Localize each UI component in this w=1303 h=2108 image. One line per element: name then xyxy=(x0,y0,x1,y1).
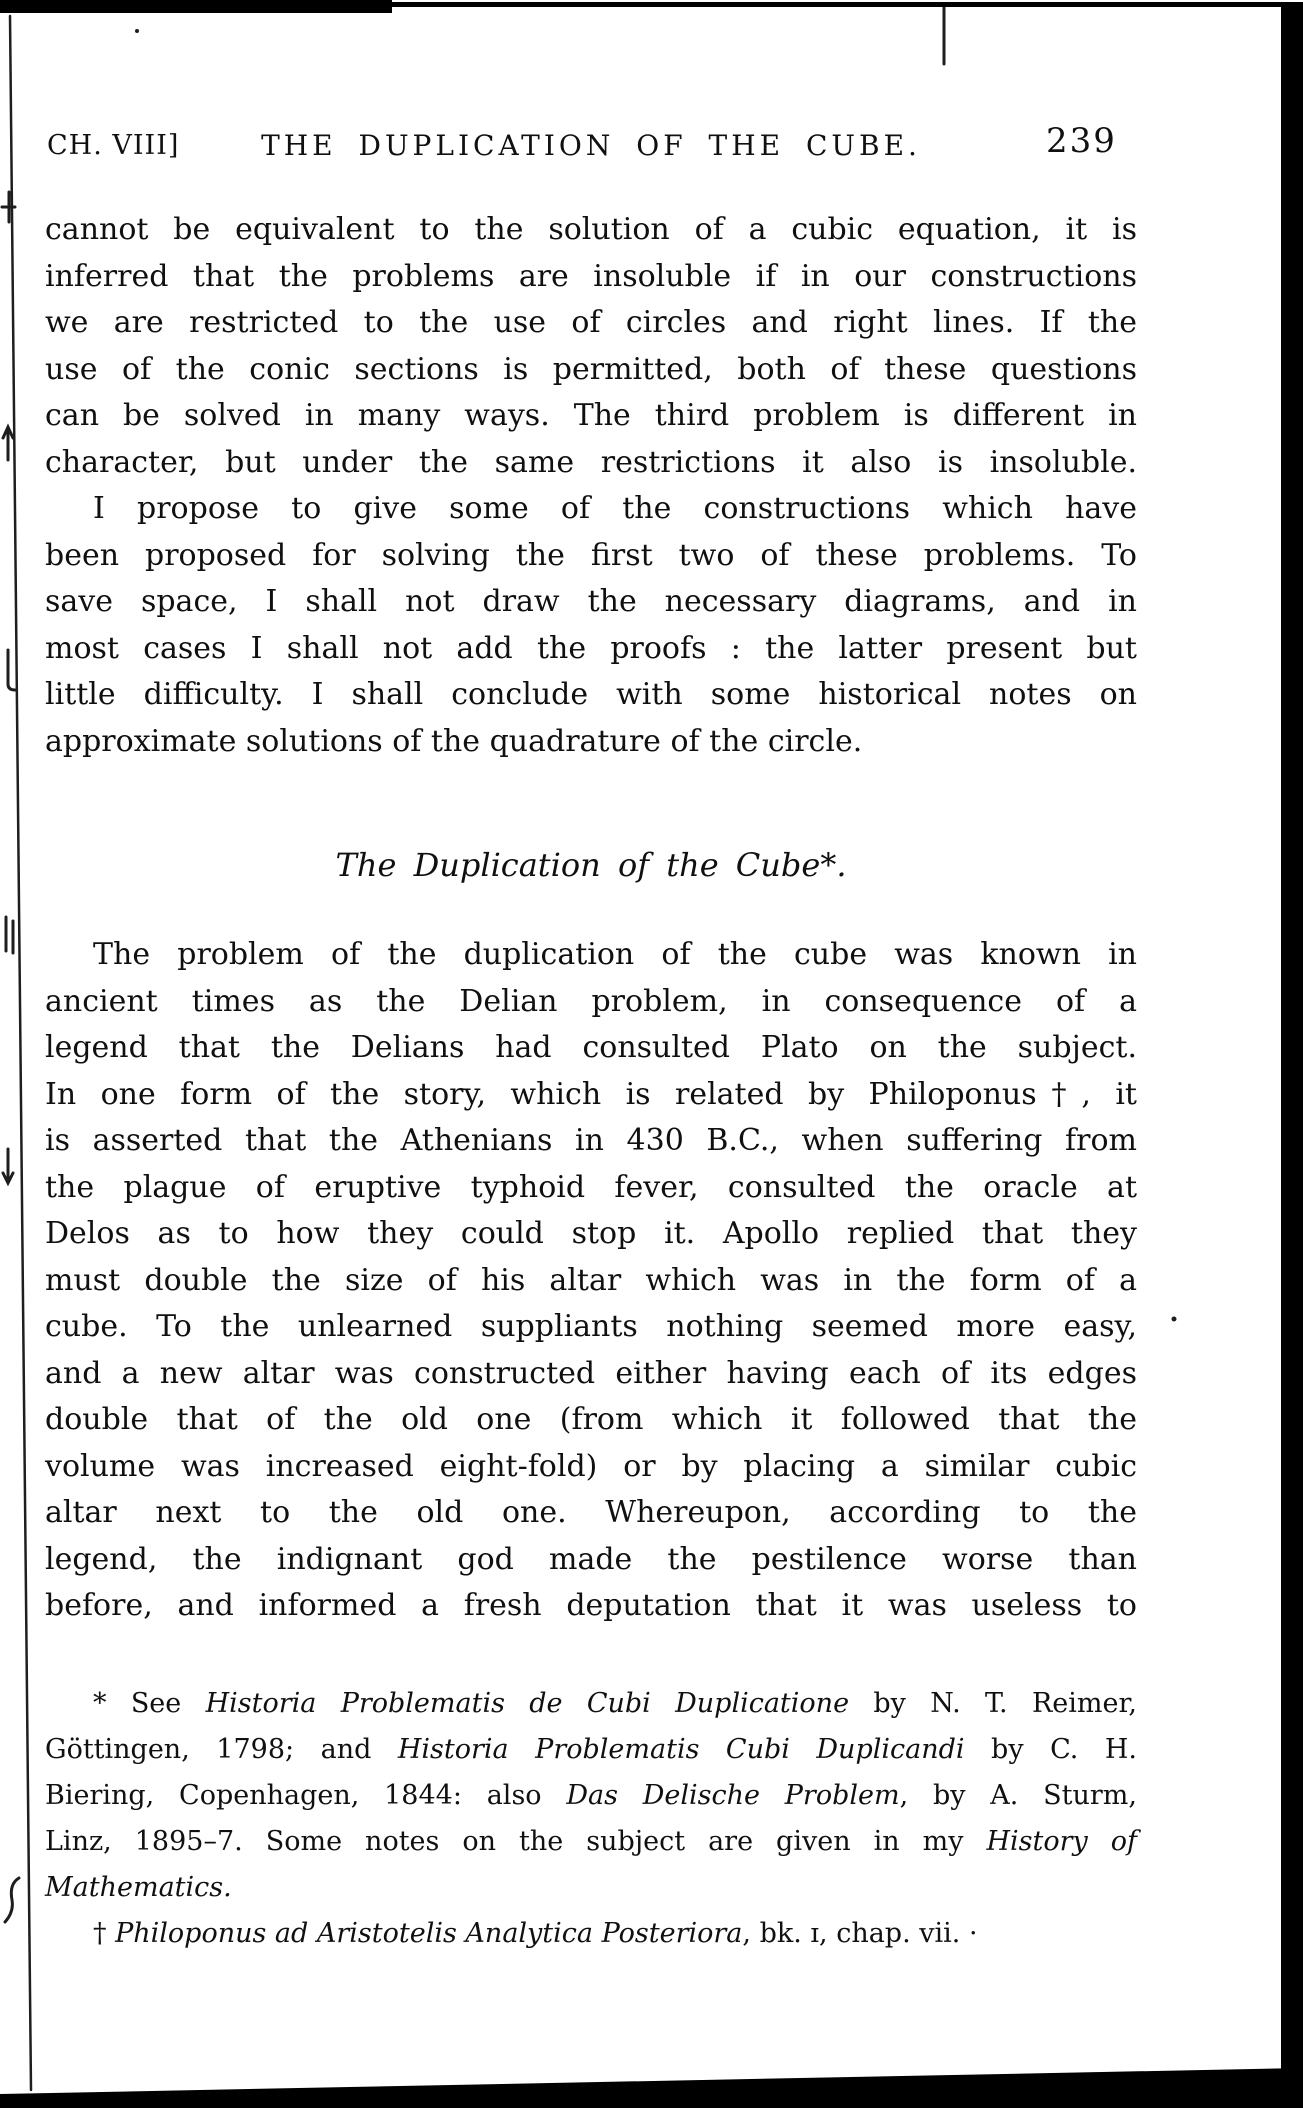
text-line: cube. To the unlearned suppliants nothing seemed more easy, xyxy=(45,1309,1137,1344)
footnote-text-italic: Historia Problematis de Cubi Duplicatione xyxy=(205,1688,850,1719)
footnote-text-italic: Historia Problematis Cubi Duplicandi xyxy=(397,1734,965,1765)
footnotes xyxy=(45,1681,1137,1957)
ink-speck-1 xyxy=(135,29,139,33)
scan-edge-right xyxy=(1281,2,1303,2108)
margin-mark-6 xyxy=(5,1878,19,1922)
margin-mark-2 xyxy=(3,427,13,460)
text-line: approximate solutions of the quadrature of the circle. xyxy=(45,723,863,759)
text-line: legend that the Delians had consulted Plato on the subject. xyxy=(45,1030,1137,1065)
text-line: I propose to give some of the constructions which have xyxy=(93,491,1137,526)
text-line: before, and informed a fresh deputation that it was useless to xyxy=(45,1588,1137,1623)
text-line: most cases I shall not add the proofs : the latter present but xyxy=(45,630,1137,666)
margin-mark-3 xyxy=(8,650,15,690)
margin-mark-5 xyxy=(3,1149,13,1183)
margin-mark-1 xyxy=(2,192,15,222)
footnote-line xyxy=(45,1911,1137,1957)
margin-mark-4 xyxy=(6,917,13,953)
footnote-line xyxy=(45,1865,1137,1911)
text-line: can be solved in many ways. The third problem is different in xyxy=(45,398,1137,433)
page-edge-line xyxy=(10,16,31,2090)
running-title: THE DUPLICATION OF THE CUBE. xyxy=(261,129,921,162)
text-line: The problem of the duplication of the cube was known in xyxy=(93,937,1137,972)
footnote-line xyxy=(45,1819,1137,1865)
text-line: cannot be equivalent to the solution of a cubic equation, it is xyxy=(45,212,1137,247)
paragraph-2 xyxy=(45,486,1137,765)
footnote-text-italic: Mathematics. xyxy=(45,1872,232,1903)
text-line: save space, I shall not draw the necessary diagrams, and in xyxy=(45,584,1137,619)
text-line: and a new altar was constructed either having each of its edges xyxy=(45,1355,1137,1391)
text-line: little difficulty. I shall conclude with some historical notes on xyxy=(45,677,1137,712)
chapter-label: CH. VIII] xyxy=(47,130,180,161)
text-line: double that of the old one (from which it followed that the xyxy=(45,1402,1137,1437)
paragraph-1 xyxy=(45,207,1137,486)
footnote-text: by C. H. xyxy=(964,1734,1137,1765)
text-line: In one form of the story, which is related by Philoponus†, it xyxy=(45,1076,1137,1112)
footnote-text: Linz, 1895–7. Some notes on the subject are given in my xyxy=(45,1826,987,1857)
section-heading: The Duplication of the Cube*. xyxy=(335,846,847,884)
text-line: we are restricted to the use of circles and right lines. If the xyxy=(45,305,1137,340)
text-line: Delos as to how they could stop it. Apollo replied that they xyxy=(45,1216,1137,1251)
text-line: character, but under the same restrictions it also is insoluble. xyxy=(45,444,1137,480)
footnote-text-italic: Philoponus ad Aristotelis Analytica Posteriora xyxy=(115,1918,743,1949)
text-line: inferred that the problems are insoluble if in our constructions xyxy=(45,258,1137,294)
footnote-text: † xyxy=(93,1918,116,1949)
text-line: must double the size of his altar which was in the form of a xyxy=(45,1262,1137,1298)
text-line: the plague of eruptive typhoid fever, consulted the oracle at xyxy=(45,1169,1137,1205)
footnote-text-italic: Das Delische Problem xyxy=(566,1780,900,1811)
text-line: legend, the indignant god made the pestilence worse than xyxy=(45,1541,1137,1577)
ink-speck-2 xyxy=(1172,1317,1177,1322)
scan-edge-top-right xyxy=(392,2,1303,7)
footnote-line xyxy=(45,1681,1137,1727)
footnote-line xyxy=(45,1773,1137,1819)
paragraph-3 xyxy=(45,932,1137,1630)
page-number: 239 xyxy=(1046,121,1117,161)
scan-edge-top-left xyxy=(0,0,392,13)
text-line: is asserted that the Athenians in 430 B.C., when suffering from xyxy=(45,1123,1137,1158)
footnote-text: * See xyxy=(93,1688,206,1719)
text-line: ancient times as the Delian problem, in consequence of a xyxy=(45,983,1137,1019)
footnote-text: Biering, Copenhagen, 1844: also xyxy=(45,1780,567,1811)
footnote-line xyxy=(45,1727,1137,1773)
text-line: been proposed for solving the first two of these problems. To xyxy=(45,537,1137,573)
text-line: volume was increased eight-fold) or by placing a similar cubic xyxy=(45,1448,1137,1484)
footnote-text: , by A. Sturm, xyxy=(899,1780,1137,1811)
footnote-text-italic: History of xyxy=(986,1826,1137,1857)
footnote-text: Göttingen, 1798; and xyxy=(45,1734,398,1765)
footnote-text: by N. T. Reimer, xyxy=(849,1688,1137,1719)
footnote-text: , bk. ɪ, chap. vii. · xyxy=(742,1918,978,1949)
scan-edge-bottom xyxy=(0,2058,1303,2108)
text-line: altar next to the old one. Whereupon, according to the xyxy=(45,1495,1137,1530)
text-line: use of the conic sections is permitted, both of these questions xyxy=(45,351,1137,387)
